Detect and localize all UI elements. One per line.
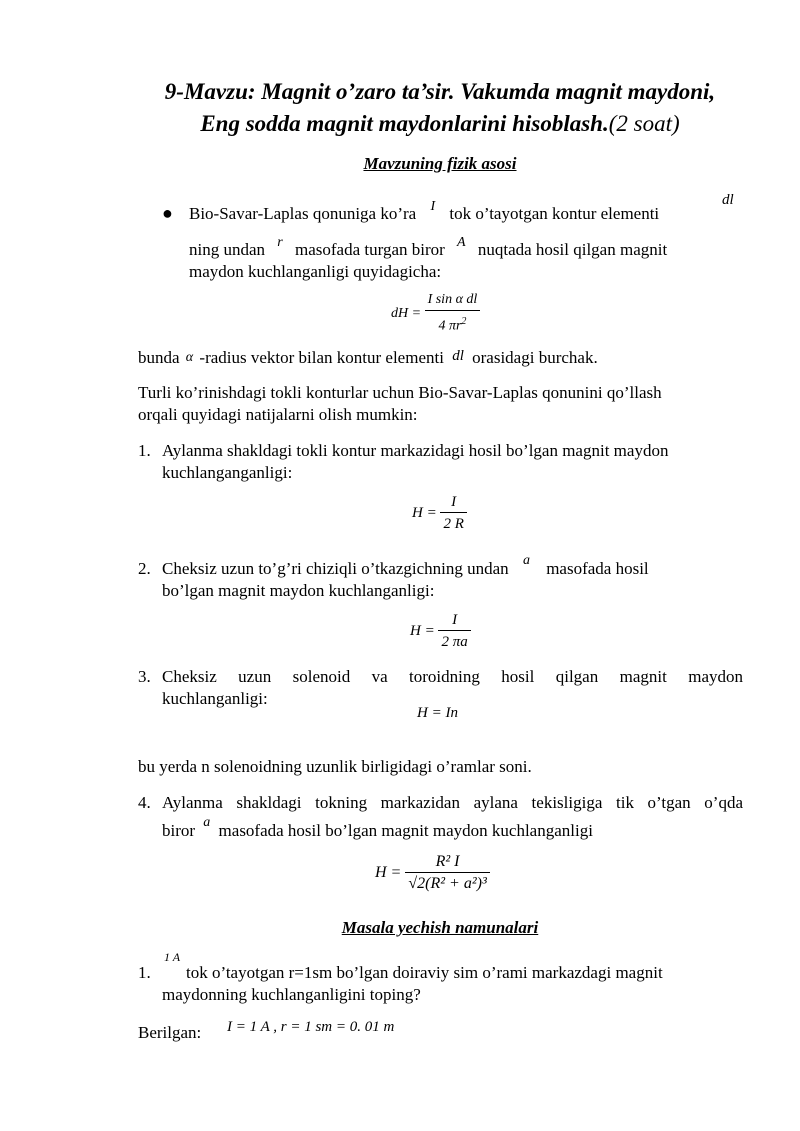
formula-denominator [425, 311, 481, 338]
text-segment: masofada turgan biror [294, 240, 445, 259]
title-line-2 [100, 108, 780, 140]
formula-fraction [438, 610, 470, 653]
example-1-symbol: 1 A [164, 950, 181, 964]
bullet-line-3: maydon kuchlanganligi quyidagicha: [189, 262, 442, 281]
text-segment: -radius vektor bilan kontur elementi [199, 348, 444, 367]
text-segment: tok o’tayotgan kontur elementi [449, 204, 660, 223]
formula-numerator: R² I [405, 852, 489, 873]
item-4-number: 4. [138, 793, 151, 812]
symbol-dl: dl [722, 192, 734, 208]
section-heading: Mavzuning fizik asosi [363, 154, 517, 173]
formula-denominator: 2 πa [441, 634, 468, 650]
formula-numerator: I [438, 610, 470, 631]
item-2-line-1 [162, 553, 743, 582]
symbol-dl-2: dl [452, 348, 464, 364]
formula-1 [412, 492, 467, 535]
item-2-number: 2. [138, 559, 151, 578]
symbol-alpha: α [185, 350, 194, 365]
formula-lhs: dH = [391, 306, 422, 322]
formula-lhs: H = [375, 864, 402, 882]
item-3-line-1: Cheksiz uzun solenoid va toroidning hosil qilgan magnit maydon [162, 667, 743, 686]
text-segment: ning undan [189, 240, 266, 259]
example-1-number: 1. [138, 963, 151, 982]
item-3-number: 3. [138, 667, 151, 686]
formula-lhs: H = [412, 504, 437, 521]
denominator-text: 4 πr [438, 318, 462, 334]
formula-3: H = In [417, 705, 458, 721]
text-segment: Cheksiz uzun to’g’ri chiziqli o’tkazgichning undan [162, 559, 509, 578]
formula-lhs: H = [410, 622, 435, 639]
example-1-line-1: tok o’tayotgan r=1sm bo’lgan doiraviy sim o’rami markazdagi magnit [186, 963, 663, 982]
formula-numerator: I [440, 492, 466, 513]
given-label: Berilgan: [138, 1023, 202, 1042]
intro-line-1: Turli ko’rinishdagi tokli konturlar uchun Bio-Savar-Laplas qonunini qo’llash [138, 383, 662, 402]
formula-numerator: I sin α dl [425, 290, 481, 311]
text-segment: masofada hosil bo’lgan magnit maydon kuchlanganligi [218, 821, 593, 840]
text-segment: nuqtada hosil qilgan magnit [477, 240, 668, 259]
symbol-a: a [522, 553, 530, 568]
given-value: I = 1 A , r = 1 sm = 0. 01 m [227, 1019, 395, 1035]
bullet-dot: ● [162, 203, 173, 223]
text-segment: bunda [138, 348, 180, 367]
formula-fraction [440, 492, 466, 535]
formula-biot-savart [391, 290, 480, 338]
item-1-line-2: kuchlanganganligi: [162, 463, 293, 482]
item-3-line-2: kuchlanganligi: [162, 689, 268, 708]
item-1-number: 1. [138, 441, 151, 460]
note-solenoid: bu yerda n solenoidning uzunlik birligidagi o’ramlar soni. [138, 757, 532, 776]
symbol-I: I [430, 199, 436, 214]
bullet-line-2 [189, 235, 744, 263]
formula-2 [410, 610, 471, 653]
examples-heading: Masala yechish namunalari [341, 918, 539, 937]
symbol-r: r [277, 235, 283, 250]
item-2-line-2: bo’lgan magnit maydon kuchlanganligi: [162, 581, 435, 600]
title-line-2-hours: (2 soat) [608, 111, 680, 136]
page-title [100, 76, 780, 140]
text-segment: orasidagi burchak. [472, 348, 598, 367]
formula-denominator: 2 R [443, 516, 464, 532]
title-line-1: 9-Mavzu: Magnit o’zaro ta’sir. Vakumda magnit maydoni, [164, 79, 716, 104]
text-segment: Bio-Savar-Laplas qonuniga ko’ra [189, 204, 417, 223]
item-4-line-2 [162, 815, 593, 844]
denominator-exponent: 2 [461, 316, 467, 327]
intro-line-2: orqali quyidagi natijalarni olish mumkin: [138, 405, 418, 424]
item-4-line-1: Aylanma shakldagi tokning markazidan aylana tekisligiga tik o’tgan o’qda [162, 793, 743, 812]
example-1-line-2: maydonning kuchlanganligini toping? [162, 985, 421, 1004]
formula-fraction [425, 290, 481, 338]
text-segment: masofada hosil [546, 559, 649, 578]
symbol-A: A [457, 235, 466, 250]
formula-4 [375, 852, 490, 895]
item-1-line-1: Aylanma shakldagi tokli kontur markazidagi hosil bo’lgan magnit maydon [162, 441, 669, 460]
text-segment: biror [162, 821, 196, 840]
title-line-2-bold: Eng sodda magnit maydonlarini hisoblash. [200, 111, 609, 136]
formula-denominator: √2(R² + a²)³ [408, 875, 487, 892]
formula-fraction [405, 852, 489, 895]
symbol-a: a [203, 815, 211, 830]
bunda-line [138, 347, 758, 371]
